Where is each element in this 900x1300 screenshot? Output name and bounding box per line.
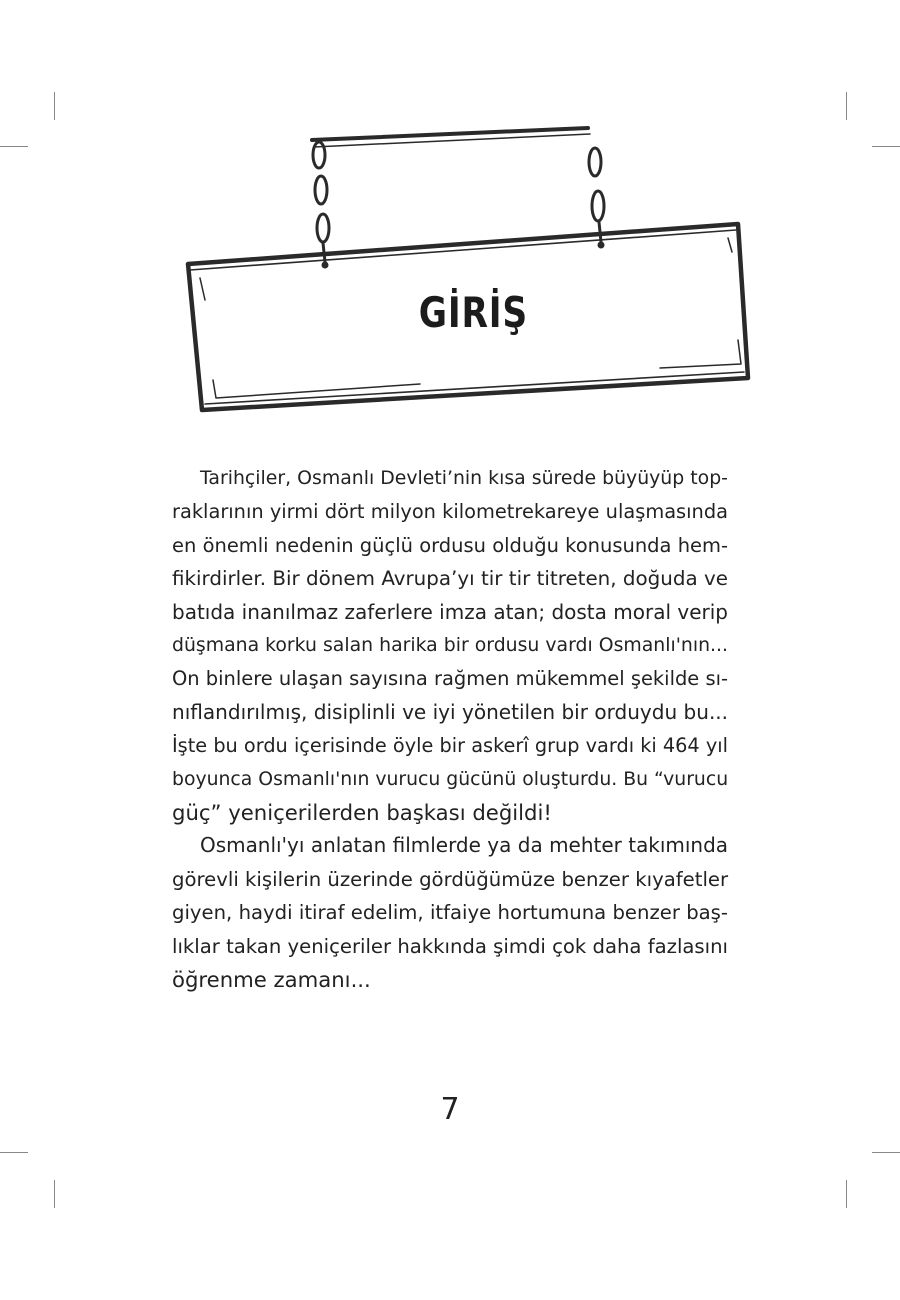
crop-mark — [54, 1180, 55, 1208]
text-line: görevli kişilerin üzerinde gördüğümüze benzer kıyafetler — [172, 867, 729, 891]
page-number: 7 — [440, 1092, 460, 1127]
text-line: Tarihçiler, Osmanlı Devleti’nin kısa sürede büyüyüp top- — [200, 467, 728, 489]
text-line: düşmana korku salan harika bir ordusu vardı Osmanlı'nın... — [172, 635, 728, 657]
text-line: İşte bu ordu içerisinde öyle bir askerî grup vardı ki 464 yıl — [172, 734, 728, 758]
text-line: öğrenme zamanı... — [172, 967, 371, 993]
chapter-heading: GİRİŞ — [418, 288, 529, 337]
body-text — [172, 462, 728, 997]
text-line: raklarının yirmi dört milyon kilometrekareye ulaşmasında — [172, 500, 728, 524]
paragraph — [172, 829, 728, 996]
text-line: batıda inanılmaz zaferlere imza atan; dosta moral verip — [172, 599, 728, 624]
crop-mark — [846, 1180, 847, 1208]
hanging-sign-illustration — [0, 0, 900, 460]
text-line: lıklar takan yeniçeriler hakkında şimdi çok daha fazlasını — [172, 934, 728, 958]
text-line: Osmanlı'yı anlatan filmlerde ya da mehter takımında — [200, 833, 728, 858]
paragraph — [172, 462, 728, 829]
crop-mark — [872, 1152, 900, 1153]
crop-mark — [0, 1152, 28, 1153]
text-line: giyen, haydi itiraf edelim, itfaiye hortumuna benzer baş- — [172, 901, 728, 925]
text-line: On binlere ulaşan sayısına rağmen mükemmel şekilde sı- — [172, 667, 728, 691]
text-line: nıflandırılmış, disiplinli ve iyi yönetilen bir orduydu bu... — [172, 699, 729, 724]
text-line: en önemli nedenin güçlü ordusu olduğu konusunda hem- — [172, 533, 728, 557]
text-line: fikirdirler. Bir dönem Avrupa’yı tir tir titreten, doğuda ve — [172, 567, 728, 591]
text-line: boyunca Osmanlı'nın vurucu gücünü oluşturdu. Bu “vurucu — [172, 768, 729, 790]
text-line: güç” yeniçerilerden başkası değildi! — [172, 800, 552, 826]
